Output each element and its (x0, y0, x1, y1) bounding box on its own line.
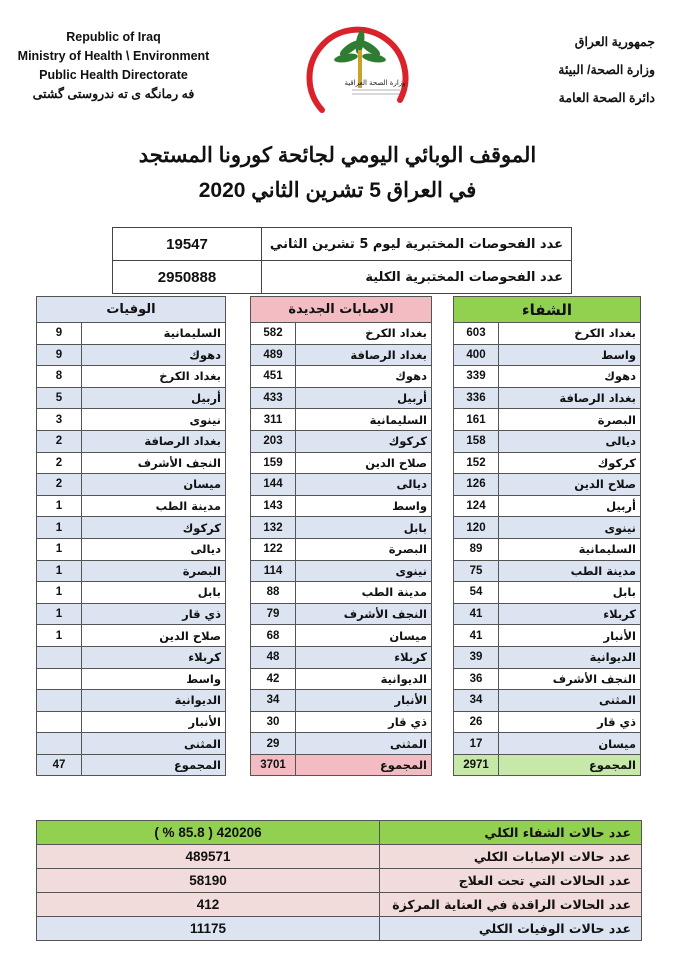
table-row (37, 474, 226, 496)
province-name: واسط (296, 495, 432, 517)
table-row (37, 538, 226, 560)
province-name: بغداد الكرخ (82, 366, 226, 388)
province-name: نينوى (82, 409, 226, 431)
table-row (37, 625, 226, 647)
report-title: الموقف الوبائي اليومي لجائحة كورونا المستجد (138, 144, 537, 167)
table-row (37, 366, 226, 388)
province-name: ذي قار (296, 711, 432, 733)
table-row (251, 344, 432, 366)
province-name: النجف الأشرف (82, 452, 226, 474)
province-value (37, 690, 82, 712)
province-name: كربلاء (499, 603, 641, 625)
province-value (37, 733, 82, 755)
total-tests-label: عدد الفحوصات المختبرية الكلية (262, 261, 572, 294)
province-value: 8 (37, 366, 82, 388)
province-name: كربلاء (82, 646, 226, 668)
province-value: 124 (454, 495, 499, 517)
province-name: المثنى (82, 733, 226, 755)
province-value: 2 (37, 474, 82, 496)
province-name: بغداد الرصافة (296, 344, 432, 366)
province-name: الديوانية (296, 668, 432, 690)
province-name: واسط (499, 344, 641, 366)
province-value (37, 668, 82, 690)
province-value: 5 (37, 387, 82, 409)
table-row (37, 323, 226, 345)
table-row (454, 603, 641, 625)
total-value: 47 (37, 754, 82, 776)
table-row (251, 474, 432, 496)
province-name: كركوك (82, 517, 226, 539)
province-name: بابل (296, 517, 432, 539)
table-row (37, 845, 642, 869)
province-name: ذي قار (82, 603, 226, 625)
table-row (454, 560, 641, 582)
new-cases-table (250, 296, 432, 776)
province-name: كربلاء (296, 646, 432, 668)
province-name: بابل (499, 582, 641, 604)
column-title: الاصابات الجديدة (251, 297, 432, 323)
total-cases-label: عدد حالات الإصابات الكلي (380, 845, 642, 869)
table-row (37, 387, 226, 409)
province-value: 1 (37, 495, 82, 517)
province-value: 603 (454, 323, 499, 345)
province-name: دهوك (82, 344, 226, 366)
province-name: نينوى (499, 517, 641, 539)
province-name: نينوى (296, 560, 432, 582)
table-row (251, 495, 432, 517)
province-name: أربيل (296, 387, 432, 409)
header-line: Public Health Directorate (39, 68, 188, 82)
table-row (454, 582, 641, 604)
province-value: 311 (251, 409, 296, 431)
table-row (454, 344, 641, 366)
province-value: 144 (251, 474, 296, 496)
table-row (113, 261, 572, 294)
table-row (454, 625, 641, 647)
ministry-logo-icon (300, 10, 420, 125)
province-value: 451 (251, 366, 296, 388)
province-value: 1 (37, 625, 82, 647)
under-treatment-label: عدد الحالات التي تحت العلاج (380, 869, 642, 893)
province-name: البصرة (82, 560, 226, 582)
total-recovered-label: عدد حالات الشفاء الكلي (380, 821, 642, 845)
daily-tests-value: 19547 (113, 228, 262, 261)
province-name: الأنبار (499, 625, 641, 647)
province-value: 68 (251, 625, 296, 647)
header-line: دائرة الصحة العامة (558, 91, 655, 105)
table-row (37, 646, 226, 668)
header-line: فه رمانگه ى ته ندروستى گشتى (32, 87, 195, 101)
province-value: 2 (37, 430, 82, 452)
province-name: أربيل (499, 495, 641, 517)
total-row (37, 754, 226, 776)
province-name: ديالى (296, 474, 432, 496)
province-name: دهوك (296, 366, 432, 388)
province-value: 1 (37, 582, 82, 604)
logo-text: وزارة الصحة العراقية (344, 79, 406, 87)
province-value: 48 (251, 646, 296, 668)
table-row (251, 517, 432, 539)
province-name: بابل (82, 582, 226, 604)
province-name: ميسان (296, 625, 432, 647)
totals-summary-table (36, 820, 642, 941)
province-value: 159 (251, 452, 296, 474)
province-value: 34 (454, 690, 499, 712)
table-row (251, 366, 432, 388)
table-row (251, 603, 432, 625)
table-row (454, 366, 641, 388)
province-value: 1 (37, 603, 82, 625)
province-name: صلاح الدين (499, 474, 641, 496)
table-row (37, 690, 226, 712)
province-name: البصرة (499, 409, 641, 431)
province-value: 400 (454, 344, 499, 366)
province-name: بغداد الكرخ (499, 323, 641, 345)
province-name: ديالى (499, 430, 641, 452)
table-row (251, 668, 432, 690)
province-value: 582 (251, 323, 296, 345)
province-value: 1 (37, 538, 82, 560)
province-value: 34 (251, 690, 296, 712)
total-row (454, 754, 641, 776)
total-row (251, 754, 432, 776)
table-row (251, 733, 432, 755)
table-row (37, 917, 642, 941)
province-value: 41 (454, 603, 499, 625)
table-row (37, 668, 226, 690)
province-value: 132 (251, 517, 296, 539)
table-header-row (37, 297, 226, 323)
table-row (454, 474, 641, 496)
total-cases-value: 489571 (37, 845, 380, 869)
province-value: 39 (454, 646, 499, 668)
province-name: صلاح الدين (296, 452, 432, 474)
province-value: 122 (251, 538, 296, 560)
province-name: المثنى (296, 733, 432, 755)
province-name: الأنبار (296, 690, 432, 712)
table-row (251, 538, 432, 560)
table-row (454, 538, 641, 560)
table-row (454, 430, 641, 452)
province-value: 26 (454, 711, 499, 733)
province-value: 161 (454, 409, 499, 431)
table-row (454, 517, 641, 539)
total-value: 3701 (251, 754, 296, 776)
table-row (37, 582, 226, 604)
province-value: 9 (37, 344, 82, 366)
province-name: مدينة الطب (82, 495, 226, 517)
table-row (251, 560, 432, 582)
province-name: واسط (82, 668, 226, 690)
table-row (37, 603, 226, 625)
total-label: المجموع (499, 754, 641, 776)
province-name: بغداد الرصافة (82, 430, 226, 452)
table-row (251, 452, 432, 474)
province-value: 79 (251, 603, 296, 625)
header-line: Republic of Iraq (66, 30, 161, 44)
total-value: 2971 (454, 754, 499, 776)
province-value: 2 (37, 452, 82, 474)
table-row (251, 323, 432, 345)
table-row (454, 711, 641, 733)
table-row (251, 409, 432, 431)
table-row (251, 690, 432, 712)
lab-tests-table (112, 227, 572, 294)
table-row (454, 409, 641, 431)
daily-tests-label: عدد الفحوصات المختبرية ليوم 5 تشرين الثاني (262, 228, 572, 261)
table-row (454, 668, 641, 690)
province-value: 339 (454, 366, 499, 388)
table-row (251, 430, 432, 452)
province-name: كركوك (296, 430, 432, 452)
province-value: 152 (454, 452, 499, 474)
province-value: 126 (454, 474, 499, 496)
table-row (454, 495, 641, 517)
under-treatment-value: 58190 (37, 869, 380, 893)
province-value: 489 (251, 344, 296, 366)
icu-label: عدد الحالات الراقدة في العناية المركزة (380, 893, 642, 917)
province-value: 30 (251, 711, 296, 733)
icu-value: 412 (37, 893, 380, 917)
table-row (37, 495, 226, 517)
province-name: ذي قار (499, 711, 641, 733)
total-recovered-value: 420206 ( 85.8 % ) (37, 821, 380, 845)
header-line: وزارة الصحة/ البيئة (558, 63, 655, 77)
province-name: دهوك (499, 366, 641, 388)
province-name: ميسان (82, 474, 226, 496)
province-value: 89 (454, 538, 499, 560)
province-value: 158 (454, 430, 499, 452)
column-title: الوفيات (37, 297, 226, 323)
province-value: 203 (251, 430, 296, 452)
table-row (37, 711, 226, 733)
table-row (37, 869, 642, 893)
province-value: 9 (37, 323, 82, 345)
recovery-table (453, 296, 641, 776)
province-name: ديالى (82, 538, 226, 560)
column-title: الشفاء (454, 297, 641, 323)
province-name: النجف الأشرف (499, 668, 641, 690)
province-value: 54 (454, 582, 499, 604)
table-row (37, 733, 226, 755)
province-name: الأنبار (82, 711, 226, 733)
province-value: 75 (454, 560, 499, 582)
total-deaths-label: عدد حالات الوفيات الكلي (380, 917, 642, 941)
header-line: جمهورية العراق (574, 35, 655, 49)
table-row (37, 893, 642, 917)
province-name: الديوانية (82, 690, 226, 712)
province-name: أربيل (82, 387, 226, 409)
table-row (37, 517, 226, 539)
province-value: 42 (251, 668, 296, 690)
province-value: 1 (37, 517, 82, 539)
table-row (37, 344, 226, 366)
table-row (251, 582, 432, 604)
report-subtitle: في العراق 5 تشرين الثاني 2020 (198, 179, 477, 202)
table-row (37, 452, 226, 474)
province-name: السليمانية (499, 538, 641, 560)
province-value: 29 (251, 733, 296, 755)
province-name: السليمانية (296, 409, 432, 431)
province-value: 120 (454, 517, 499, 539)
header-english (6, 28, 221, 104)
total-tests-value: 2950888 (113, 261, 262, 294)
province-value: 336 (454, 387, 499, 409)
province-name: بغداد الكرخ (296, 323, 432, 345)
province-value: 114 (251, 560, 296, 582)
table-row (37, 430, 226, 452)
table-row (454, 733, 641, 755)
header-line: Ministry of Health \ Environment (17, 49, 210, 63)
table-row (454, 323, 641, 345)
province-name: المثنى (499, 690, 641, 712)
province-name: كركوك (499, 452, 641, 474)
table-row (454, 387, 641, 409)
table-row (454, 452, 641, 474)
table-row (454, 646, 641, 668)
table-row (454, 690, 641, 712)
province-value: 41 (454, 625, 499, 647)
province-name: مدينة الطب (296, 582, 432, 604)
province-name: صلاح الدين (82, 625, 226, 647)
table-row (37, 821, 642, 845)
province-name: الديوانية (499, 646, 641, 668)
province-value: 1 (37, 560, 82, 582)
total-label: المجموع (82, 754, 226, 776)
province-value: 3 (37, 409, 82, 431)
table-row (251, 646, 432, 668)
province-name: السليمانية (82, 323, 226, 345)
province-name: بغداد الرصافة (499, 387, 641, 409)
province-value (37, 711, 82, 733)
province-value: 433 (251, 387, 296, 409)
province-name: النجف الأشرف (296, 603, 432, 625)
table-header-row (454, 297, 641, 323)
table-row (251, 625, 432, 647)
province-value: 143 (251, 495, 296, 517)
province-name: البصرة (296, 538, 432, 560)
province-name: ميسان (499, 733, 641, 755)
table-row (37, 409, 226, 431)
province-name: مدينة الطب (499, 560, 641, 582)
province-value: 88 (251, 582, 296, 604)
province-value: 36 (454, 668, 499, 690)
table-row (251, 387, 432, 409)
province-value (37, 646, 82, 668)
table-row (113, 228, 572, 261)
total-deaths-value: 11175 (37, 917, 380, 941)
table-row (37, 560, 226, 582)
table-row (251, 711, 432, 733)
province-value: 17 (454, 733, 499, 755)
table-header-row (251, 297, 432, 323)
header-arabic (515, 28, 655, 112)
deaths-table (36, 296, 226, 776)
total-label: المجموع (296, 754, 432, 776)
